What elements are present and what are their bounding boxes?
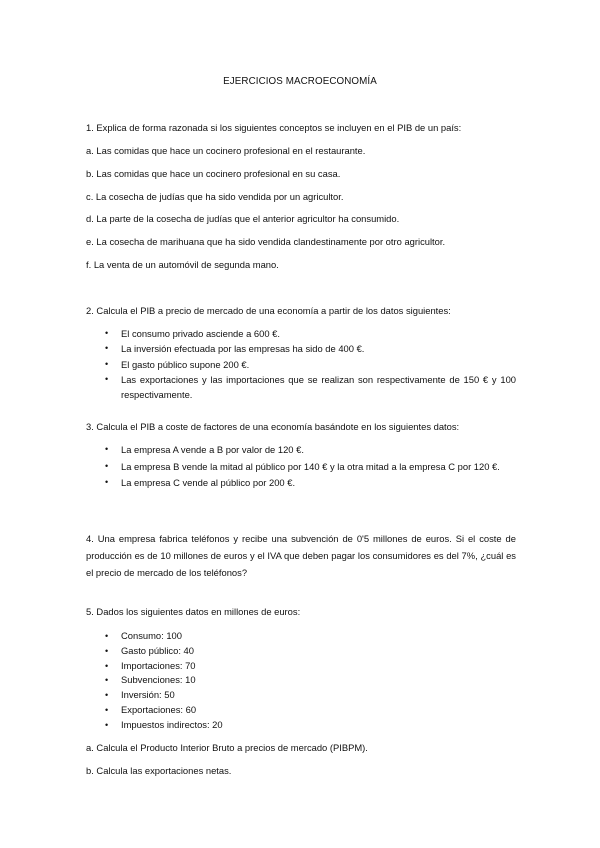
list-item: • Gasto público: 40 [86, 644, 516, 659]
bullet-icon: • [105, 444, 109, 454]
exercise-1-item-b: b. Las comidas que hace un cocinero profesional en su casa. [86, 168, 341, 179]
exercise-4-statement: 4. Una empresa fabrica teléfonos y recibe una subvención de 0'5 millones de euros. Si el coste de producción es de 10 millones de euros y el IVA que deben pagar los consumidores es del 7%, ¿cuál es el precio de mercado de los teléfonos? [86, 533, 516, 578]
bullet-icon: • [105, 631, 109, 641]
list-item: • Las exportaciones y las importaciones que se realizan son respectivamente de 150 € y 100 respectivamente. [105, 373, 516, 401]
bullet-icon: • [105, 460, 109, 471]
exercise-3-bullet-list [86, 442, 516, 492]
bullet-icon: • [105, 660, 109, 671]
exercise-1-item-e: e. La cosecha de marihuana que ha sido vendida clandestinamente por otro agricultor. [86, 236, 446, 247]
bullet-icon: • [105, 328, 109, 338]
exercise-1-item-a: a. Las comidas que hace un cocinero profesional en el restaurante. [86, 145, 366, 156]
bullet-icon: • [105, 704, 109, 715]
exercise-2-statement: 2. Calcula el PIB a precio de mercado de una economía a partir de los datos siguientes: [86, 305, 451, 316]
list-item: • Consumo: 100 [86, 629, 516, 644]
list-item: • Impuestos indirectos: 20 [86, 718, 516, 733]
exercise-5-item-b: b. Calcula las exportaciones netas. [86, 765, 232, 776]
exercise-1-item-f: f. La venta de un automóvil de segunda mano. [86, 259, 279, 270]
exercise-3-statement: 3. Calcula el PIB a coste de factores de una economía basándote en los siguientes datos: [86, 421, 460, 432]
list-item: • Inversión: 50 [86, 688, 516, 703]
bullet-icon: • [105, 343, 109, 354]
bullet-icon: • [105, 690, 109, 701]
bullet-icon: • [105, 373, 109, 384]
exercise-1-item-d: d. La parte de la cosecha de judías que el anterior agricultor ha consumido. [86, 213, 400, 224]
list-item: • Subvenciones: 10 [86, 673, 516, 688]
bullet-icon: • [105, 477, 109, 487]
exercise-5-statement: 5. Dados los siguientes datos en millones de euros: [86, 606, 301, 617]
list-item: • La inversión efectuada por las empresas ha sido de 400 €. [86, 341, 516, 356]
bullet-icon: • [105, 719, 109, 730]
bullet-icon: • [105, 645, 109, 656]
exercise-5-item-a: a. Calcula el Producto Interior Bruto a precios de mercado (PIBPM). [86, 742, 368, 753]
list-item: • La empresa C vende al público por 200 €. [105, 477, 296, 488]
exercise-1-item-c: c. La cosecha de judías que ha sido vendida por un agricultor. [86, 191, 344, 202]
exercise-2-bullet-list [86, 326, 516, 402]
list-item: • Exportaciones: 60 [86, 703, 516, 718]
list-item: • El gasto público supone 200 €. [86, 357, 516, 372]
bullet-icon: • [105, 675, 109, 686]
exercise-1-statement: 1. Explica de forma razonada si los siguientes conceptos se incluyen en el PIB de un país: [86, 122, 462, 133]
bullet-icon: • [105, 358, 109, 369]
list-item: • Importaciones: 70 [86, 659, 516, 674]
exercise-5-bullet-list [86, 629, 516, 733]
list-item: • El consumo privado asciende a 600 €. [86, 326, 516, 341]
list-item: • La empresa B vende la mitad al público por 140 € y la otra mitad a la empresa C por 120 €. [105, 460, 500, 472]
list-item: • La empresa A vende a B por valor de 120 €. [105, 444, 304, 455]
document-title: EJERCICIOS MACROECONOMÍA [223, 76, 377, 87]
